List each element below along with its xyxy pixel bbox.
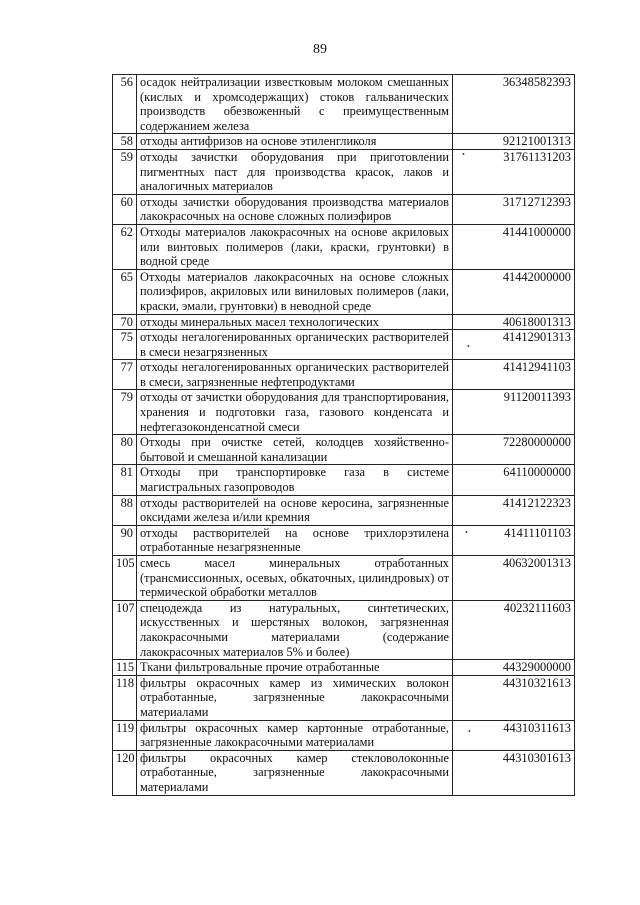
waste-name: спецодежда из натуральных, синтетических, искусственных и шерстяных волокон, загрязненная лакокрасочными материалами (содержание лакокрасочных материалов 5% и более) (137, 600, 453, 659)
fkko-code: 31712712393 (453, 194, 575, 224)
waste-name: осадок нейтрализации известковым молоком смешанных (кислых и хромсодержащих) стоков гальванических производств обезвоженный с преимущественным содержанием железа (137, 75, 453, 134)
table-row (113, 556, 575, 601)
page-number: 89 (313, 42, 327, 57)
waste-name: фильтры окрасочных камер из химических волокон отработанные, загрязненные лакокрасочными материалами (137, 675, 453, 720)
table-row (113, 465, 575, 495)
table-row (113, 314, 575, 330)
waste-name: смесь масел минеральных отработанных (трансмиссионных, осевых, обкаточных, цилиндровых) от термической обработки металлов (137, 556, 453, 601)
waste-name: Отходы при транспортировке газа в системе магистральных газопроводов (137, 465, 453, 495)
fkko-code: 92121001313 (453, 134, 575, 150)
waste-name: Отходы при очистке сетей, колодцев хозяйственно-бытовой и смешанной канализации (137, 435, 453, 465)
fkko-code: 91120011393 (453, 390, 575, 435)
fkko-code: 41442000000 (453, 269, 575, 314)
fkko-code: 41412941103 (453, 360, 575, 390)
table-row (113, 495, 575, 525)
scan-speck: • (468, 727, 471, 736)
waste-name: отходы растворителей на основе трихлорэтилена отработанные незагрязненные (137, 525, 453, 555)
waste-name: Отходы материалов лакокрасочных на основе сложных полиэфиров, акриловых или виниловых полимеров (лаки, краски, эмали, грунтовки) в неводной среде (137, 269, 453, 314)
table-row (113, 525, 575, 555)
waste-name: отходы от зачистки оборудования для транспортирования, хранения и подготовки газа, газового конденсата и нефтегазоконденсатной смеси (137, 390, 453, 435)
row-number: 88 (113, 495, 137, 525)
fkko-code: 64110000000 (453, 465, 575, 495)
table-row (113, 75, 575, 134)
waste-name: фильтры окрасочных камер стекловолоконные отработанные, загрязненные лакокрасочными материалами (137, 750, 453, 795)
waste-table (112, 74, 575, 796)
row-number: 65 (113, 269, 137, 314)
fkko-code: 44310321613 (453, 675, 575, 720)
row-number: 107 (113, 600, 137, 659)
waste-name: отходы негалогенированных органических растворителей в смеси незагрязненных (137, 330, 453, 360)
row-number: 105 (113, 556, 137, 601)
row-number: 115 (113, 660, 137, 676)
fkko-code: 44329000000 (453, 660, 575, 676)
waste-name: отходы негалогенированных органических растворителей в смеси, загрязненные нефтепродуктами (137, 360, 453, 390)
fkko-code: 72280000000 (453, 435, 575, 465)
fkko-code: 40632001313 (453, 556, 575, 601)
fkko-code: 44310301613 (453, 750, 575, 795)
row-number: 81 (113, 465, 137, 495)
fkko-code: 31761131203 (453, 149, 575, 194)
fkko-code: 41412122323 (453, 495, 575, 525)
table-row (113, 390, 575, 435)
row-number: 79 (113, 390, 137, 435)
fkko-code: 36348582393 (453, 75, 575, 134)
row-number: 56 (113, 75, 137, 134)
row-number: 70 (113, 314, 137, 330)
fkko-code: 41412901313 (453, 330, 575, 360)
table-row (113, 435, 575, 465)
waste-name: отходы зачистки оборудования при приготовлении пигментных паст для производства красок, лаков и аналогичных материалов (137, 149, 453, 194)
row-number: 118 (113, 675, 137, 720)
row-number: 62 (113, 224, 137, 269)
row-number: 119 (113, 720, 137, 750)
fkko-code: 41441000000 (453, 224, 575, 269)
table-row (113, 330, 575, 360)
row-number: 58 (113, 134, 137, 150)
scan-speck: • (462, 150, 465, 159)
fkko-code: 41411101103 (453, 525, 575, 555)
table-row (113, 224, 575, 269)
row-number: 77 (113, 360, 137, 390)
waste-table-body (113, 75, 575, 796)
table-row (113, 194, 575, 224)
table-row (113, 720, 575, 750)
table-row (113, 660, 575, 676)
waste-name: отходы антифризов на основе этиленгликоля (137, 134, 453, 150)
row-number: 60 (113, 194, 137, 224)
row-number: 80 (113, 435, 137, 465)
waste-name: отходы растворителей на основе керосина, загрязненные оксидами железа и/или кремния (137, 495, 453, 525)
table-row (113, 269, 575, 314)
waste-name: отходы минеральных масел технологических (137, 314, 453, 330)
table-row (113, 149, 575, 194)
table-row (113, 750, 575, 795)
scan-speck: • (467, 342, 470, 351)
waste-name: Ткани фильтровальные прочие отработанные (137, 660, 453, 676)
waste-name: фильтры окрасочных камер картонные отработанные, загрязненные лакокрасочными материалами (137, 720, 453, 750)
fkko-code: 40232111603 (453, 600, 575, 659)
table-row (113, 600, 575, 659)
fkko-code: 44310311613 (453, 720, 575, 750)
row-number: 59 (113, 149, 137, 194)
waste-name: отходы зачистки оборудования производства материалов лакокрасочных на основе сложных полиэфиров (137, 194, 453, 224)
row-number: 120 (113, 750, 137, 795)
fkko-code: 40618001313 (453, 314, 575, 330)
row-number: 90 (113, 525, 137, 555)
table-row (113, 675, 575, 720)
table-row (113, 134, 575, 150)
row-number: 75 (113, 330, 137, 360)
table-row (113, 360, 575, 390)
waste-name: Отходы материалов лакокрасочных на основе акриловых или винтовых полимеров (лаки, краски, грунтовки) в водной среде (137, 224, 453, 269)
scan-speck: • (465, 528, 468, 537)
